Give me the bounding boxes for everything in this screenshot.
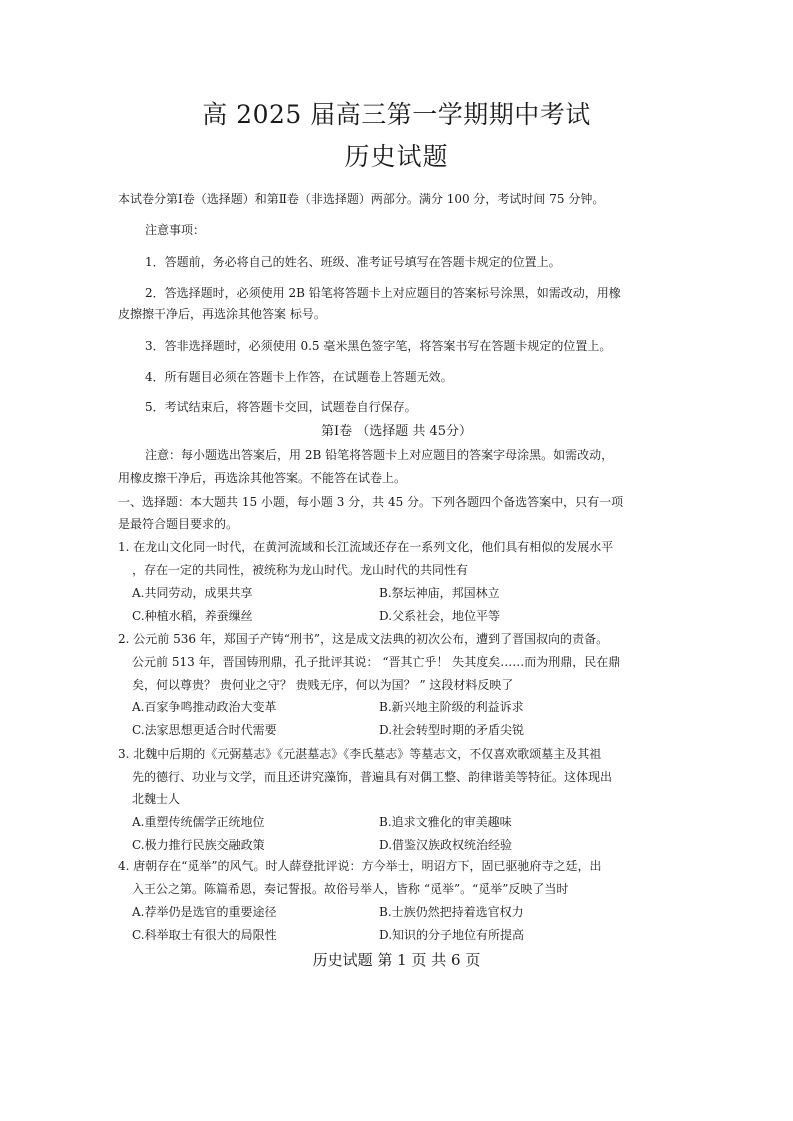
option-b: B.士族仍然把持着选官权力 [379,905,524,919]
option-b: B.追求文雅化的审美趣味 [379,815,512,829]
option-d: D.借鉴汉族政权统治经验 [379,838,513,852]
question-text: 公元前 513 年，晋国铸刑鼎，孔子批评其说： “晋其亡乎！ 失其度矣……而为刑鼎，民在鼎 [132,655,621,669]
exam-intro: 本试卷分第Ⅰ卷（选择题）和第Ⅱ卷（非选择题）两部分。满分 100 分，考试时间 75 分钟。 [118,192,605,206]
exam-title: 高 2025 届高三第一学期期中考试 [202,100,591,129]
question-text: 4. 唐朝存在“觅举”的风气。时人薛登批评说：方今举士，明诏方下，固已驱驰府寺之廷，出 [118,859,602,873]
option-a: A.百家争鸣推动政治大变革 [132,700,277,714]
option-c: C.法家思想更适合时代需要 [132,723,277,737]
option-a: A.重塑传统儒学正统地位 [132,815,265,829]
question-text: 矣，何以尊贵？ 贵何业之守？ 贵贱无序，何以为国？ ” 这段材料反映了 [132,678,514,692]
page-footer: 历史试题 第 1 页 共 6 页 [312,951,481,969]
option-c: C.科举取士有很大的局限性 [132,928,277,942]
section-instructions: 一、选择题：本大题共 15 小题，每小题 3 分，共 45 分。下列各题四个备选答案中，只有一项 [118,495,624,509]
option-d: D.知识的分子地位有所提高 [379,928,525,942]
section-instructions: 是最符合题目要求的。 [118,517,239,531]
section-title: 第Ⅰ卷 （选择题 共 45分） [320,424,473,439]
option-b: B.祭坛神庙，邦国林立 [379,586,500,600]
option-c: C.种植水稻，养蚕缫丝 [132,609,253,623]
option-a: A.荐举仍是选官的重要途径 [132,905,277,919]
option-a: A.共同劳动，成果共享 [132,586,253,600]
note-item: 5．考试结束后，将答题卡交回，试题卷自行保存。 [145,400,417,414]
question-text: 3. 北魏中后期的《元弼墓志》《元湛墓志》《李氏墓志》等墓志文，不仅喜欢歌颂墓主及其祖 [118,747,602,761]
question-text: 先的德行、功业与文学，而且还讲究藻饰，普遍具有对偶工整、韵律谐美等特征。这体现出 [132,770,613,784]
note-item: 3．答非选择题时，必须使用 0.5 毫米黑色签字笔，将答案书写在答题卡规定的位置上。 [145,339,612,353]
question-text: 北魏士人 [132,792,181,806]
option-d: D.社会转型时期的矛盾尖锐 [379,723,525,737]
note-item: 1．答题前，务必将自己的姓名、班级、准考证号填写在答题卡规定的位置上。 [145,255,561,269]
subject-title: 历史试题 [344,142,449,171]
notes-heading: 注意事项： [145,223,206,237]
question-text: ，存在一定的共同性，被统称为龙山时代。龙山时代的共同性有 [132,563,469,577]
option-b: B.新兴地主阶级的利益诉求 [379,700,524,714]
note-item: 皮擦擦干净后，再选涂其他答案 标号。 [118,307,326,321]
question-text: 1. 在龙山文化同一时代，在黄河流域和长江流域还存在一系列文化，他们具有相似的发展水平 [118,540,614,554]
option-c: C.极力推行民族交融政策 [132,838,265,852]
section-note: 用橡皮擦干净后，再选涂其他答案。不能答在试卷上。 [118,471,407,485]
question-text: 2. 公元前 536 年，郑国子产铸“刑书”，这是成文法典的初次公布，遭到了晋国叔向的责备。 [118,632,609,646]
option-d: D.父系社会，地位平等 [379,609,501,623]
section-note: 注意：每小题选出答案后，用 2B 铅笔将答题卡上对应题目的答案字母涂黑。如需改动， [145,448,614,462]
note-item: 2．答选择题时，必须使用 2B 铅笔将答题卡上对应题目的答案标号涂黑，如需改动，用橡 [145,286,621,300]
note-item: 4．所有题目必须在答题卡上作答，在试题卷上答题无效。 [145,370,453,384]
question-text: 入王公之第。陈篇希恩，奏记誓报。故俗号举人，皆称 “觅举”。“觅举”反映了当时 [132,882,569,896]
